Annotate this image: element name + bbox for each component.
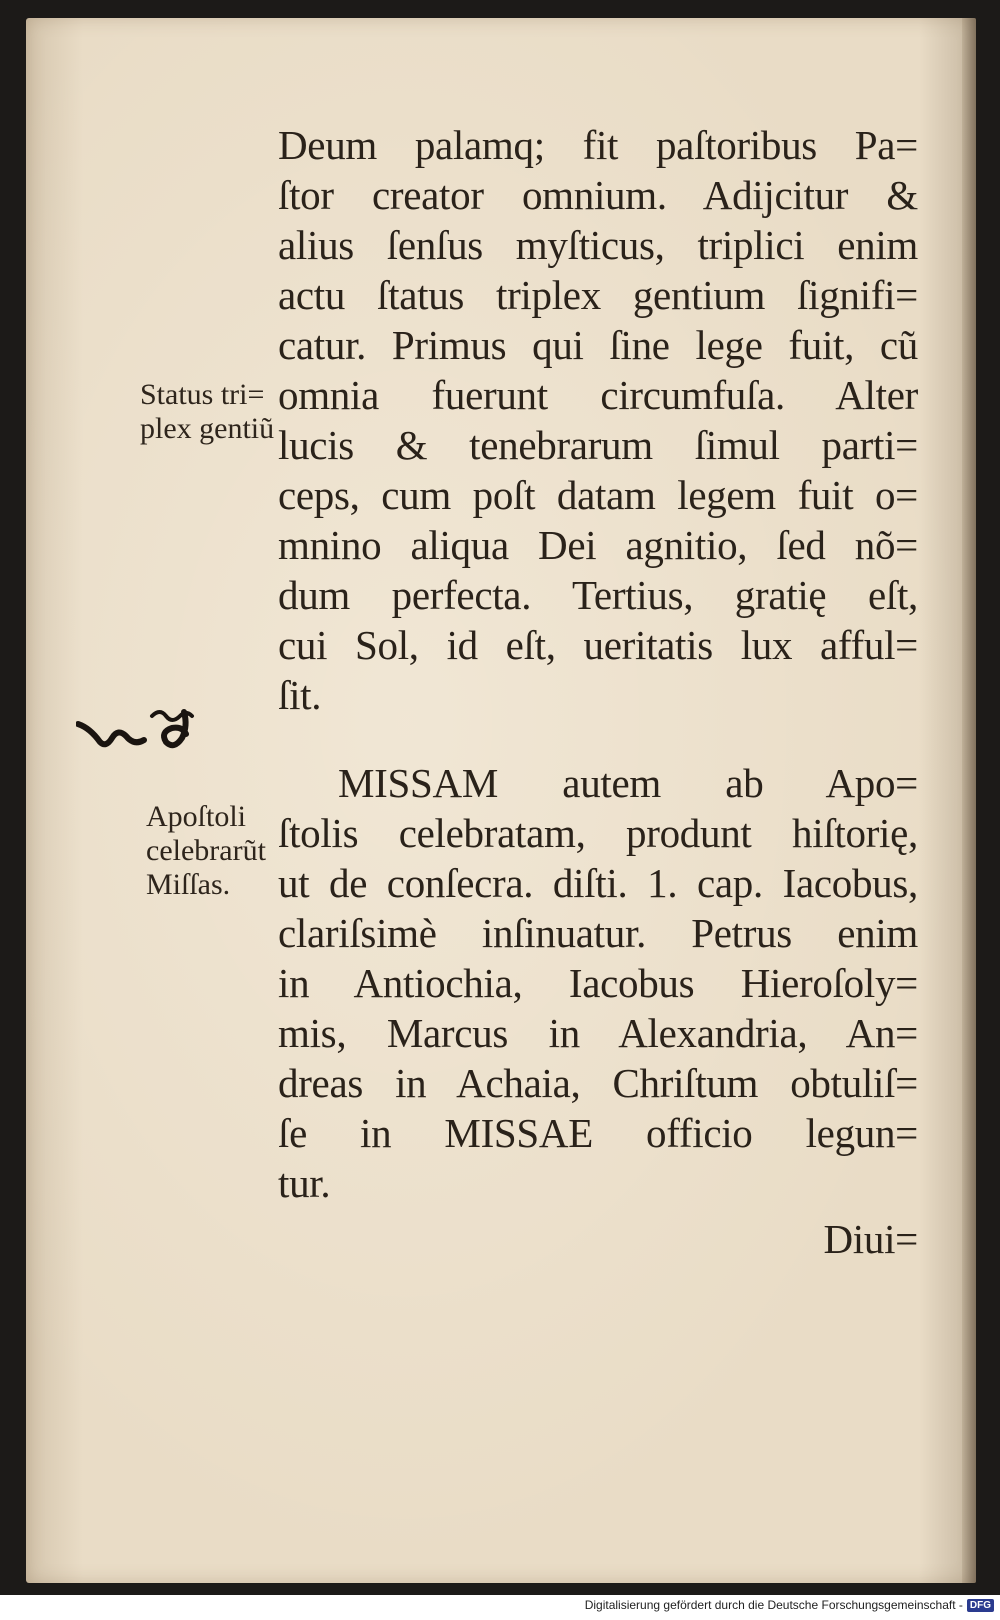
text-line: mnino aliqua Dei agnitio, ſed nõ= [278, 522, 918, 568]
text-line: ut de conſecra. diſti. 1. cap. Iacobus, [278, 860, 918, 906]
dfg-logo: DFG [967, 1599, 994, 1612]
margin-note-line: Miſſas. [146, 868, 231, 901]
text-line: actu ſtatus triplex gentium ſignifi= [278, 272, 918, 318]
text-line: ſtor creator omnium. Adijcitur & [278, 172, 918, 218]
text-line: omnia fuerunt circumfuſa. Alter [278, 372, 918, 418]
text-line: dreas in Achaia, Chriſtum obtuliſ= [278, 1060, 918, 1106]
main-text-block [278, 120, 918, 1264]
handwritten-flourish-icon [76, 702, 216, 762]
text-line: catur. Primus qui ſine lege fuit, cũ [278, 322, 918, 368]
text-line-missam: MISSAM autem ab Apo= [338, 760, 918, 806]
text-line: dum perfecta. Tertius, gratię eſt, [278, 572, 918, 618]
text-line: ſe in MISSAE officio legun= [278, 1110, 918, 1156]
text-line: ſit. [278, 672, 322, 718]
margin-note-status-triplex [140, 378, 274, 446]
text-line: in Antiochia, Iacobus Hieroſoly= [278, 960, 918, 1006]
margin-note-line: Status tri= [140, 378, 265, 411]
text-line: Deum palamq; fit paſtoribus Pa= [278, 122, 918, 168]
text-line: ſtolis celebratam, produnt hiſtorię, [278, 810, 918, 856]
text-line: clariſsimè inſinuatur. Petrus enim [278, 910, 918, 956]
margin-note-line: celebrarũt [146, 834, 266, 867]
margin-note-line: plex gentiũ [140, 412, 275, 445]
text-line: lucis & tenebrarum ſimul parti= [278, 422, 918, 468]
margin-note-apostoli [146, 800, 266, 902]
credit-text: Digitalisierung gefördert durch die Deutsche Forschungsgemeinschaft - [584, 1598, 963, 1612]
text-line: ceps, cum poſt datam legem fuit o= [278, 472, 918, 518]
margin-note-line: Apoſtoli [146, 800, 247, 833]
text-line: mis, Marcus in Alexandria, An= [278, 1010, 918, 1056]
paragraph-gap [278, 720, 918, 758]
page-edge [962, 18, 976, 1583]
text-line: cui Sol, id eſt, ueritatis lux afful= [278, 622, 918, 668]
digitization-credit [585, 1598, 994, 1612]
text-line: tur. [278, 1160, 331, 1206]
catchword: Diui= [823, 1216, 918, 1262]
text-line: alius ſenſus myſticus, triplici enim [278, 222, 918, 268]
